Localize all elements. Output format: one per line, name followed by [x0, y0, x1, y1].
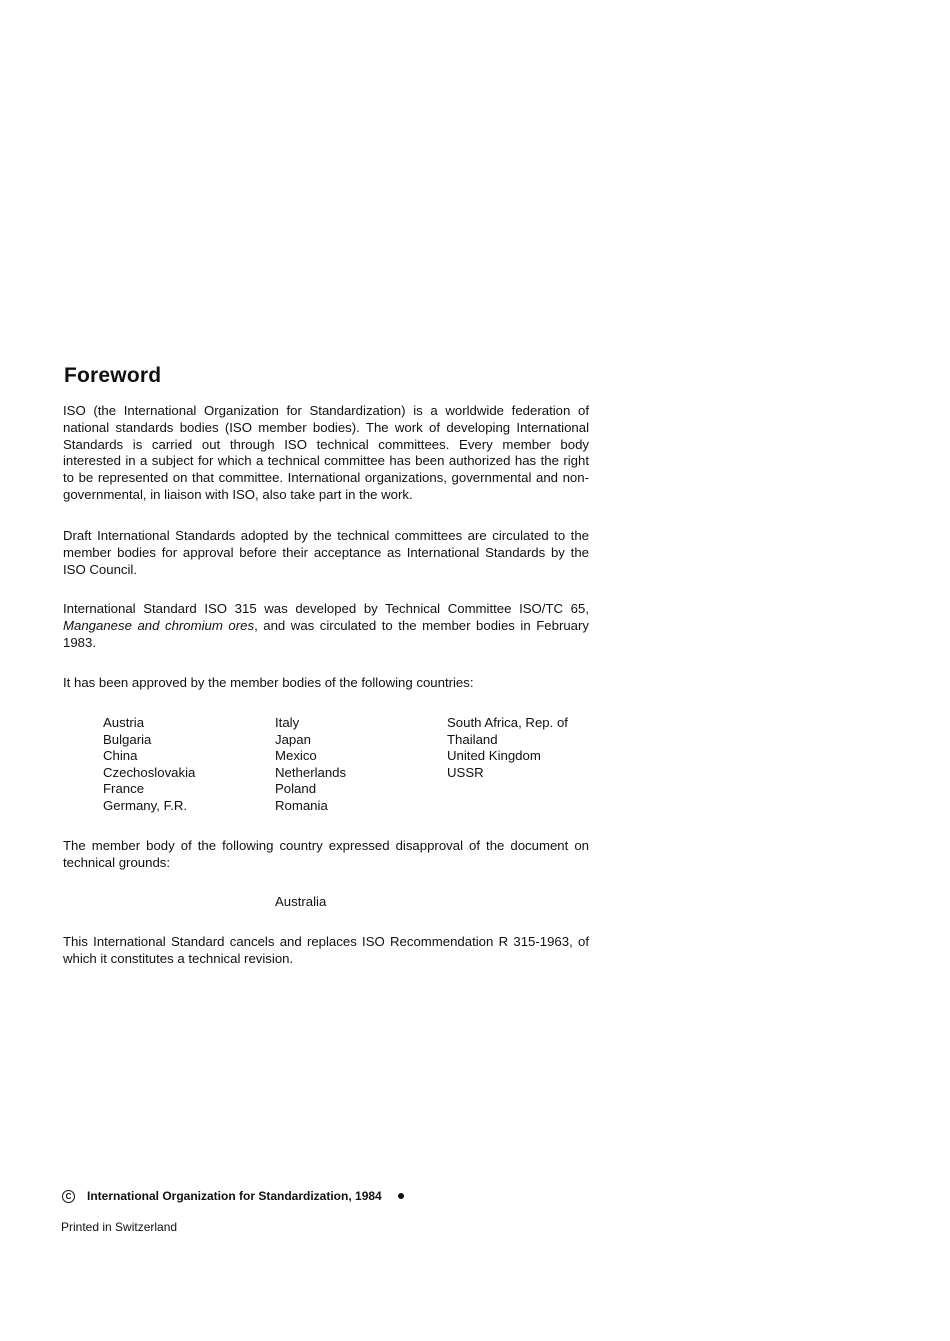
- country-item: Germany, F.R.: [103, 797, 188, 813]
- foreword-paragraph-iso-intro: ISO (the International Organization for Standardization) is a worldwide federation of national standards bodies (ISO member bodies). The work of developing International Standards is carried out through ISO technical committees. Every member body interested in a subject for which a technical committee has been authorized has the right to be represented on that committee. International organizations, governmental and non-governmental, in liaison with ISO, also take part in the work.: [63, 403, 589, 502]
- foreword-paragraph-revision: This International Standard cancels and replaces ISO Recommendation R 315-1963, of which it constitutes a technical revision.: [63, 934, 589, 966]
- country-item: Japan: [275, 731, 311, 747]
- country-item: France: [103, 781, 145, 797]
- disapproving-country: Australia: [275, 894, 327, 909]
- country-item: Netherlands: [275, 764, 347, 780]
- country-item: Austria: [103, 715, 145, 730]
- country-item: Poland: [275, 781, 317, 797]
- page-title: Foreword: [64, 364, 162, 387]
- printed-in-note: Printed in Switzerland: [61, 1220, 178, 1234]
- bullet-icon: [398, 1193, 404, 1199]
- country-list-column-2: [275, 715, 346, 815]
- country-list-column-3: [447, 715, 568, 781]
- country-item: Mexico: [275, 748, 317, 764]
- development-text-end: , and was circulated to the member bodies in February 1983.: [63, 617, 589, 650]
- country-list-column-1: [103, 715, 195, 815]
- country-item: USSR: [447, 764, 484, 780]
- foreword-paragraph-disapproval: The member body of the following country expressed disapproval of the document on technical grounds:: [63, 838, 589, 870]
- foreword-paragraph-approval: It has been approved by the member bodies of the following countries:: [63, 675, 474, 690]
- committee-title-italic: Manganese and chromium ores: [63, 617, 255, 633]
- country-item: China: [103, 748, 138, 764]
- copyright-line: [62, 1189, 404, 1203]
- country-item: Romania: [275, 797, 328, 813]
- country-item: Bulgaria: [103, 731, 152, 747]
- foreword-paragraph-development: [63, 601, 589, 651]
- country-item: Italy: [275, 715, 300, 730]
- foreword-paragraph-draft-standards: Draft International Standards adopted by the technical committees are circulated to the member bodies for approval before their acceptance as International Standards by the ISO Council.: [63, 528, 589, 577]
- copyright-icon: C: [62, 1190, 75, 1203]
- country-item: United Kingdom: [447, 748, 541, 764]
- country-item: Czechoslovakia: [103, 764, 196, 780]
- development-text-start: International Standard ISO 315 was developed by Technical Committee ISO/TC 65,: [63, 601, 589, 616]
- country-item: South Africa, Rep. of: [447, 715, 568, 730]
- copyright-text: International Organization for Standardization, 1984: [87, 1189, 382, 1203]
- country-item: Thailand: [447, 731, 498, 747]
